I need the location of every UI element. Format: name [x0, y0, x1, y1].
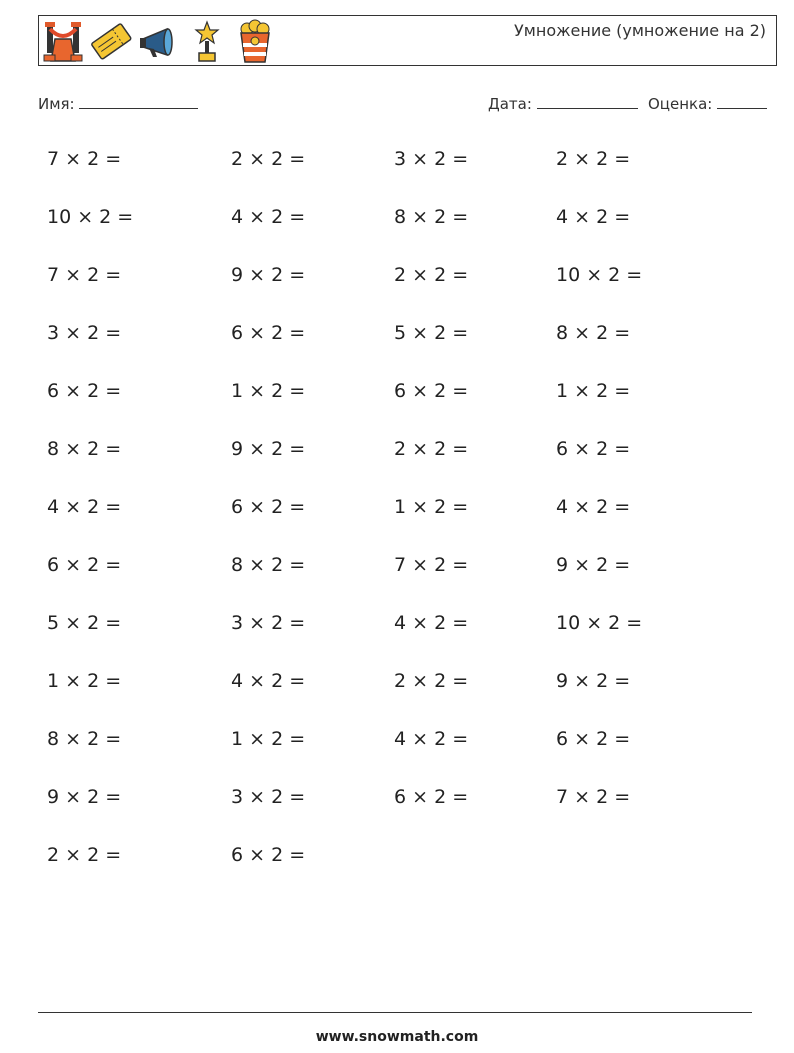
- date-field: [488, 93, 638, 113]
- problem-item: 4 × 2 =: [394, 612, 469, 634]
- red-carpet-stanchion-icon: [41, 19, 85, 64]
- problem-item: 6 × 2 =: [47, 554, 122, 576]
- problem-item: 10 × 2 =: [47, 206, 134, 228]
- problem-item: 2 × 2 =: [47, 844, 122, 866]
- problem-item: 1 × 2 =: [394, 496, 469, 518]
- problem-item: 8 × 2 =: [394, 206, 469, 228]
- name-label: Имя:: [38, 95, 75, 113]
- problem-item: 8 × 2 =: [47, 438, 122, 460]
- problem-item: 8 × 2 =: [47, 728, 122, 750]
- problem-item: 4 × 2 =: [556, 496, 631, 518]
- problem-item: 3 × 2 =: [231, 612, 306, 634]
- footer-website: www.snowmath.com: [315, 1029, 479, 1045]
- worksheet-title: Умножение (умножение на 2): [514, 21, 766, 40]
- problem-item: 6 × 2 =: [47, 380, 122, 402]
- grade-blank[interactable]: [717, 93, 767, 109]
- problem-item: 6 × 2 =: [556, 728, 631, 750]
- problem-item: 6 × 2 =: [394, 786, 469, 808]
- problem-item: 3 × 2 =: [394, 148, 469, 170]
- problem-item: 6 × 2 =: [231, 496, 306, 518]
- problem-item: 6 × 2 =: [231, 322, 306, 344]
- problem-item: 9 × 2 =: [231, 264, 306, 286]
- problem-item: 4 × 2 =: [394, 728, 469, 750]
- problem-item: 4 × 2 =: [556, 206, 631, 228]
- problem-item: 5 × 2 =: [47, 612, 122, 634]
- problem-item: 1 × 2 =: [231, 728, 306, 750]
- problem-item: 1 × 2 =: [231, 380, 306, 402]
- problem-item: 2 × 2 =: [556, 148, 631, 170]
- problem-item: 4 × 2 =: [47, 496, 122, 518]
- name-blank[interactable]: [79, 93, 198, 109]
- problem-item: 2 × 2 =: [394, 264, 469, 286]
- problem-item: 6 × 2 =: [231, 844, 306, 866]
- problem-item: 1 × 2 =: [556, 380, 631, 402]
- problem-item: 5 × 2 =: [394, 322, 469, 344]
- problem-item: 7 × 2 =: [47, 264, 122, 286]
- problem-item: 7 × 2 =: [394, 554, 469, 576]
- problem-item: 1 × 2 =: [47, 670, 122, 692]
- problem-item: 6 × 2 =: [556, 438, 631, 460]
- footer-divider: [38, 1012, 752, 1013]
- problem-item: 8 × 2 =: [231, 554, 306, 576]
- header-icons: [41, 19, 281, 64]
- problem-item: 4 × 2 =: [231, 206, 306, 228]
- star-trophy-icon: [185, 19, 229, 64]
- cinema-ticket-icon: [89, 19, 133, 64]
- grade-field: [648, 93, 767, 113]
- problem-item: 9 × 2 =: [556, 554, 631, 576]
- problem-item: 9 × 2 =: [47, 786, 122, 808]
- problem-item: 7 × 2 =: [556, 786, 631, 808]
- problem-item: 9 × 2 =: [231, 438, 306, 460]
- problem-item: 4 × 2 =: [231, 670, 306, 692]
- problem-item: 3 × 2 =: [231, 786, 306, 808]
- problem-item: 3 × 2 =: [47, 322, 122, 344]
- problem-item: 9 × 2 =: [556, 670, 631, 692]
- worksheet-header: [38, 15, 777, 66]
- popcorn-bucket-icon: [233, 19, 277, 64]
- problem-item: 10 × 2 =: [556, 612, 643, 634]
- problem-item: 2 × 2 =: [394, 670, 469, 692]
- problem-item: 8 × 2 =: [556, 322, 631, 344]
- megaphone-icon: [137, 19, 181, 64]
- grade-label: Оценка:: [648, 95, 713, 113]
- name-field: [38, 93, 198, 113]
- problem-item: 7 × 2 =: [47, 148, 122, 170]
- date-label: Дата:: [488, 95, 532, 113]
- problem-item: 2 × 2 =: [394, 438, 469, 460]
- problem-item: 10 × 2 =: [556, 264, 643, 286]
- problem-item: 2 × 2 =: [231, 148, 306, 170]
- date-blank[interactable]: [537, 93, 638, 109]
- problem-item: 6 × 2 =: [394, 380, 469, 402]
